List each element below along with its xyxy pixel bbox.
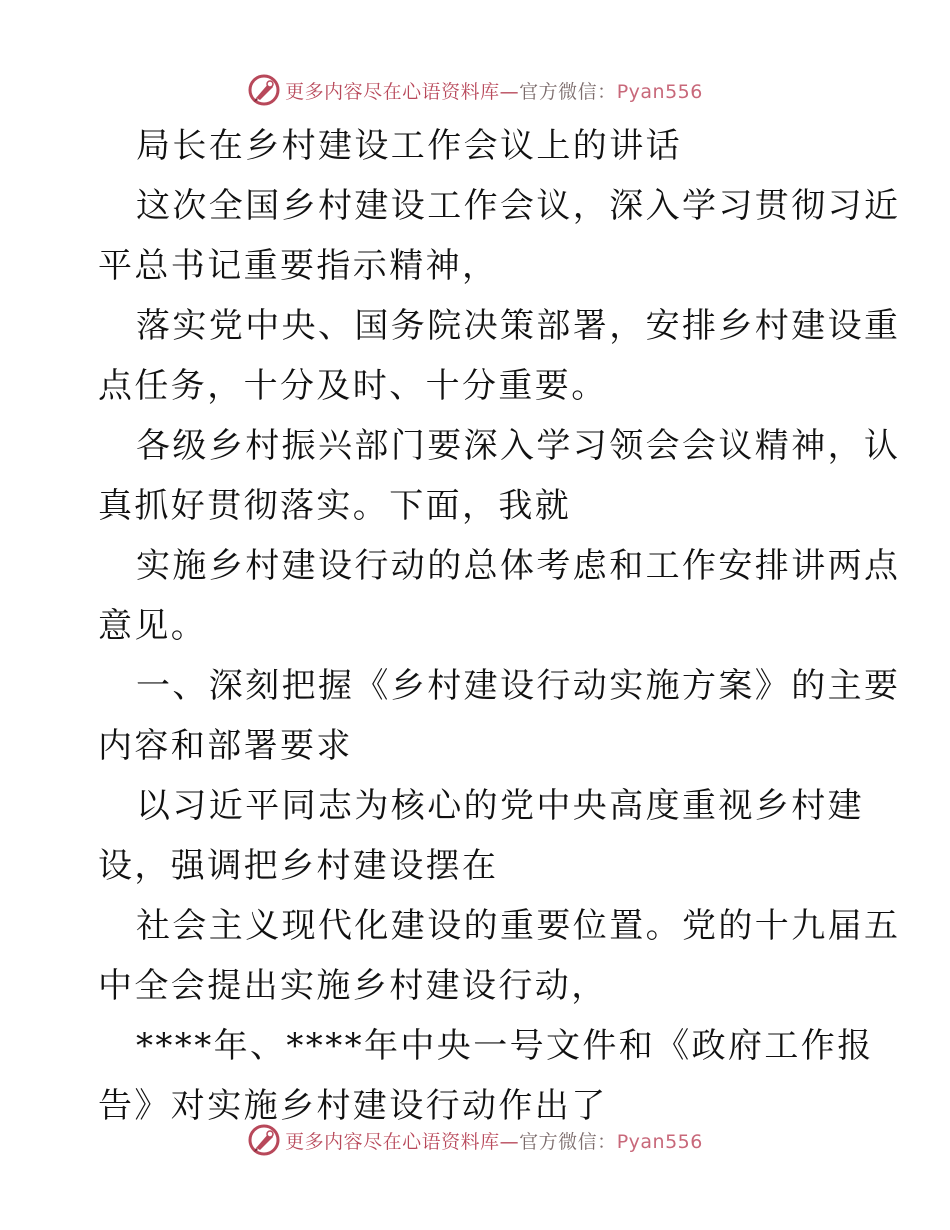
text-line: 意见。 bbox=[98, 606, 208, 646]
footer-banner-dash: — bbox=[499, 1130, 520, 1153]
header-banner-sub: 官方微信： bbox=[519, 80, 617, 103]
text-line: 真抓好贯彻落实。下面，我就 bbox=[98, 486, 572, 526]
text-line: 内容和部署要求 bbox=[98, 726, 353, 766]
text-line: 落实党中央、国务院决策部署，安排乡村建设重 bbox=[136, 306, 901, 346]
text-line: 以习近平同志为核心的党中央高度重视乡村建 bbox=[136, 786, 864, 826]
header-watermark-banner bbox=[0, 70, 950, 110]
text-line: 一、深刻把握《乡村建设行动实施方案》的主要 bbox=[136, 666, 901, 706]
header-banner-text bbox=[285, 77, 703, 104]
text-line: 设，强调把乡村建设摆在 bbox=[98, 846, 499, 886]
pen-nib-logo-icon bbox=[247, 73, 281, 107]
footer-watermark-banner bbox=[0, 1120, 950, 1160]
text-line: ****年、****年中央一号文件和《政府工作报 bbox=[136, 1026, 874, 1066]
header-banner-dash: — bbox=[499, 80, 520, 103]
header-banner-wechat: Pyan556 bbox=[616, 80, 703, 103]
footer-banner-wechat: Pyan556 bbox=[616, 1130, 703, 1153]
text-line: 实施乡村建设行动的总体考虑和工作安排讲两点 bbox=[136, 546, 901, 586]
text-line: 社会主义现代化建设的重要位置。党的十九届五 bbox=[136, 906, 901, 946]
footer-banner-sub: 官方微信： bbox=[519, 1130, 617, 1153]
text-line: 告》对实施乡村建设行动作出了 bbox=[98, 1086, 608, 1126]
text-line: 平总书记重要指示精神， bbox=[98, 246, 499, 286]
header-banner-main: 更多内容尽在心语资料库 bbox=[285, 80, 500, 103]
footer-banner-main: 更多内容尽在心语资料库 bbox=[285, 1130, 500, 1153]
text-line: 各级乡村振兴部门要深入学习领会会议精神，认 bbox=[136, 426, 901, 466]
text-line: 点任务，十分及时、十分重要。 bbox=[98, 366, 608, 406]
pen-nib-logo-icon bbox=[247, 1123, 281, 1157]
footer-banner-text bbox=[285, 1127, 703, 1154]
text-line: 这次全国乡村建设工作会议，深入学习贯彻习近 bbox=[136, 186, 901, 226]
document-body bbox=[98, 116, 901, 1136]
text-line: 局长在乡村建设工作会议上的讲话 bbox=[136, 126, 682, 166]
text-line: 中全会提出实施乡村建设行动， bbox=[98, 966, 608, 1006]
